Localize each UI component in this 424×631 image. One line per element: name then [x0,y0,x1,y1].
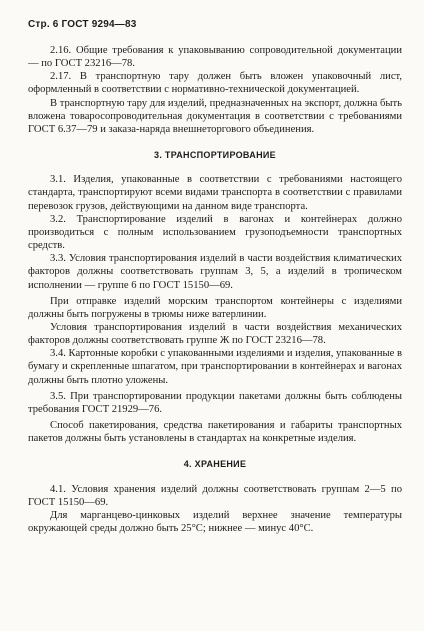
paragraph-temperature: Для марганцево-цинковых изделий верхнее значение температуры окружающей среды должно быть 25°С; нижнее — минус 40°С. [28,509,402,534]
paragraph-mechanical-factors: Условия транспортирования изделий в части воздействия механических факторов должны соответствовать группе Ж по ГОСТ 23216—78. [28,321,402,347]
paragraph-4-1: 4.1. Условия хранения изделий должны соответствовать группам 2—5 по ГОСТ 15150—69. [28,483,402,508]
paragraph-packaging-method: Способ пакетирования, средства пакетирования и габариты транспортных пакетов должны быть установлены в стандартах на конкретные изделия. [28,420,402,445]
paragraph-export-docs: В транспортную тару для изделий, предназначенных на экспорт, должна быть вложена товаросопроводительная документация в соответствии с требованиями ГОСТ 6.37—79 и заказа-наряда внешнеторгового объединения. [28,97,402,135]
paragraph-3-2: 3.2. Транспортирование изделий в вагонах и контейнерах должно производиться с полным использованием грузоподъемности транспортных средств. [28,213,402,252]
paragraph-3-5: 3.5. При транспортировании продукции пакетами должны быть соблюдены требования ГОСТ 21929—76. [28,390,402,415]
page-header: Стр. 6 ГОСТ 9294—83 [28,19,137,30]
section-heading-transport: 3. ТРАНСПОРТИРОВАНИЕ [154,150,276,161]
paragraph-2-17: 2.17. В транспортную тару должен быть вложен упаковочный лист, оформленный в соответствии с нормативно-технической документацией. [28,71,402,96]
paragraph-2-16: 2.16. Общие требования к упаковыванию сопроводительной документации — по ГОСТ 23216—78. [28,45,402,70]
paragraph-3-4: 3.4. Картонные коробки с упакованными изделиями и изделия, упакованные в бумагу и скрепленные шпагатом, при транспортировании в контейнерах и вагонах должны быть плотно уложены. [28,348,402,386]
paragraph-3-1: 3.1. Изделия, упакованные в соответствии с требованиями настоящего стандарта, транспортируют всеми видами транспорта в соответствии с правилами перевозок грузов, действующими на данном виде транспорта. [28,174,402,212]
document-body [28,44,402,535]
paragraph-3-3: 3.3. Условия транспортирования изделий в части воздействия климатических факторов должны соответствовать группам 3, 5, а изделий в тропическом исполнении — группе 6 по ГОСТ 15150—69. [28,253,402,291]
section-heading-storage: 4. ХРАНЕНИЕ [183,459,247,470]
paragraph-sea-transport: При отправке изделий морским транспортом контейнеры с изделиями должны быть погружены в трюмы ниже ватерлинии. [28,295,402,320]
